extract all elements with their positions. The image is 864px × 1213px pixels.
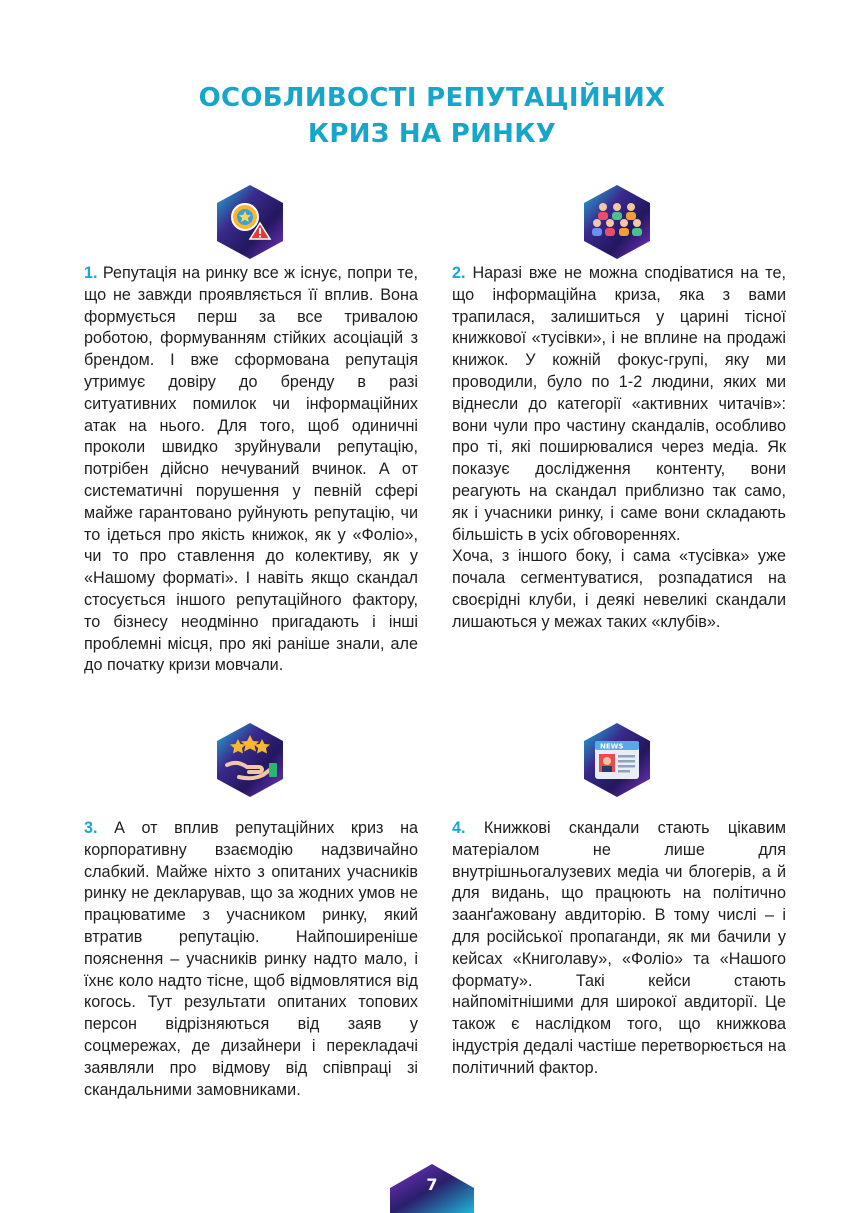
svg-text:NEWS: NEWS [600,742,624,751]
people-group-icon [578,183,656,261]
section-4 [452,818,786,1080]
section-2-number: 2. [452,264,466,282]
section-3-paragraph [84,818,418,1101]
hand-stars-icon [211,721,289,799]
page-title-line-2: КРИЗ НА РИНКУ [307,119,557,149]
section-1 [84,263,418,677]
news-icon [578,721,656,799]
page-number: 7 [426,1175,438,1194]
section-1-number: 1. [84,264,98,282]
section-1-paragraph [84,263,418,677]
section-3-number: 3. [84,819,98,837]
section-4-paragraph [452,818,786,1080]
section-4-number: 4. [452,819,466,837]
award-warning-icon [211,183,289,261]
page-title [0,80,864,152]
page-title-line-1: ОСОБЛИВОСТІ РЕПУТАЦІЙНИХ [198,83,666,113]
section-4-text: Книжкові скандали стають цікавим матеріалом не лише для внутрішньогалузевих медіа чи блогерів, а й для видань, що працюють на політично заанґажовану авдиторію. В тому числі – і для російської пропаганди, як ми бачили у кейсах «Книголаву», «Фоліо» та «Нашого формату». Такі кейси стають найпомітнішими для широкої авдиторії. Це також є наслідком того, що книжкова індустрія дедалі частіше перетворюється на політичний фактор. [452,819,786,1077]
section-2 [452,263,786,634]
section-2-paragraph-2: Хоча, з іншого боку, і сама «тусівка» уже почала сегментуватися, розпадатися на своєрідні клуби, і деякі невеликі скандали лишаються у межах таких «клубів». [452,547,786,631]
section-2-paragraph [452,263,786,546]
page-number-badge [388,1162,476,1213]
section-3 [84,818,418,1101]
section-2-text: Наразі вже не можна сподіватися на те, що інформаційна криза, яка з вами трапилася, залишиться у царині тісної книжкової «тусівки», і не вплине на продажі книжок. У кожній фокус-групі, яку ми проводили, було по 1-2 людини, яких ми віднесли до категорії «активних читачів»: вони чули про частину скандалів, особливо про ті, які поширювалися через медіа. Як показує дослідження контенту, вони реагують на скандал приблизно так само, як і учасники ринку, і саме вони складають більшість в усіх обговореннях. [452,264,786,544]
section-3-text: А от вплив репутаційних криз на корпоративну взаємодію надзвичайно слабкий. Майже ніхто з опитаних учасників ринку не декларував, що за жодних умов не працюватиме з учасником ринку, який втратив репутацію. Найпоширеніше пояснення – учасників ринку надто мало, і їхнє коло надто тісне, щоб відмовлятися від когось. Тут результати опитаних топових персон відрізняються від заяв у соцмережах, де дизайнери і перекладачі заявляли про відмову від співпраці зі скандальними замовниками. [84,819,419,1099]
section-1-text: Репутація на ринку все ж існує, попри те, що не завжди проявляється її вплив. Вона формується перш за все тривалою роботою, формуванням стійких асоціацій з брендом. І вже сформована репутація утримує довіру до бренду в разі ситуативних помилок чи інформаційних атак на нього. Для того, щоб одиничні проколи швидко зруйнували репутацію, потрібен дійсно нечуваний вчинок. А от систематичні порушення у певній сфері майже гарантовано руйнують репутацію, чи то ідеться про якість книжок, як у «Фоліо», чи то про ставлення до колективу, як у «Нашому форматі». І навіть якщо скандал стосується іншого репутаційного фактору, то бізнесу неодмінно пригадають і інші проблемні місця, про які раніше знали, але до початку кризи мовчали. [84,264,418,675]
